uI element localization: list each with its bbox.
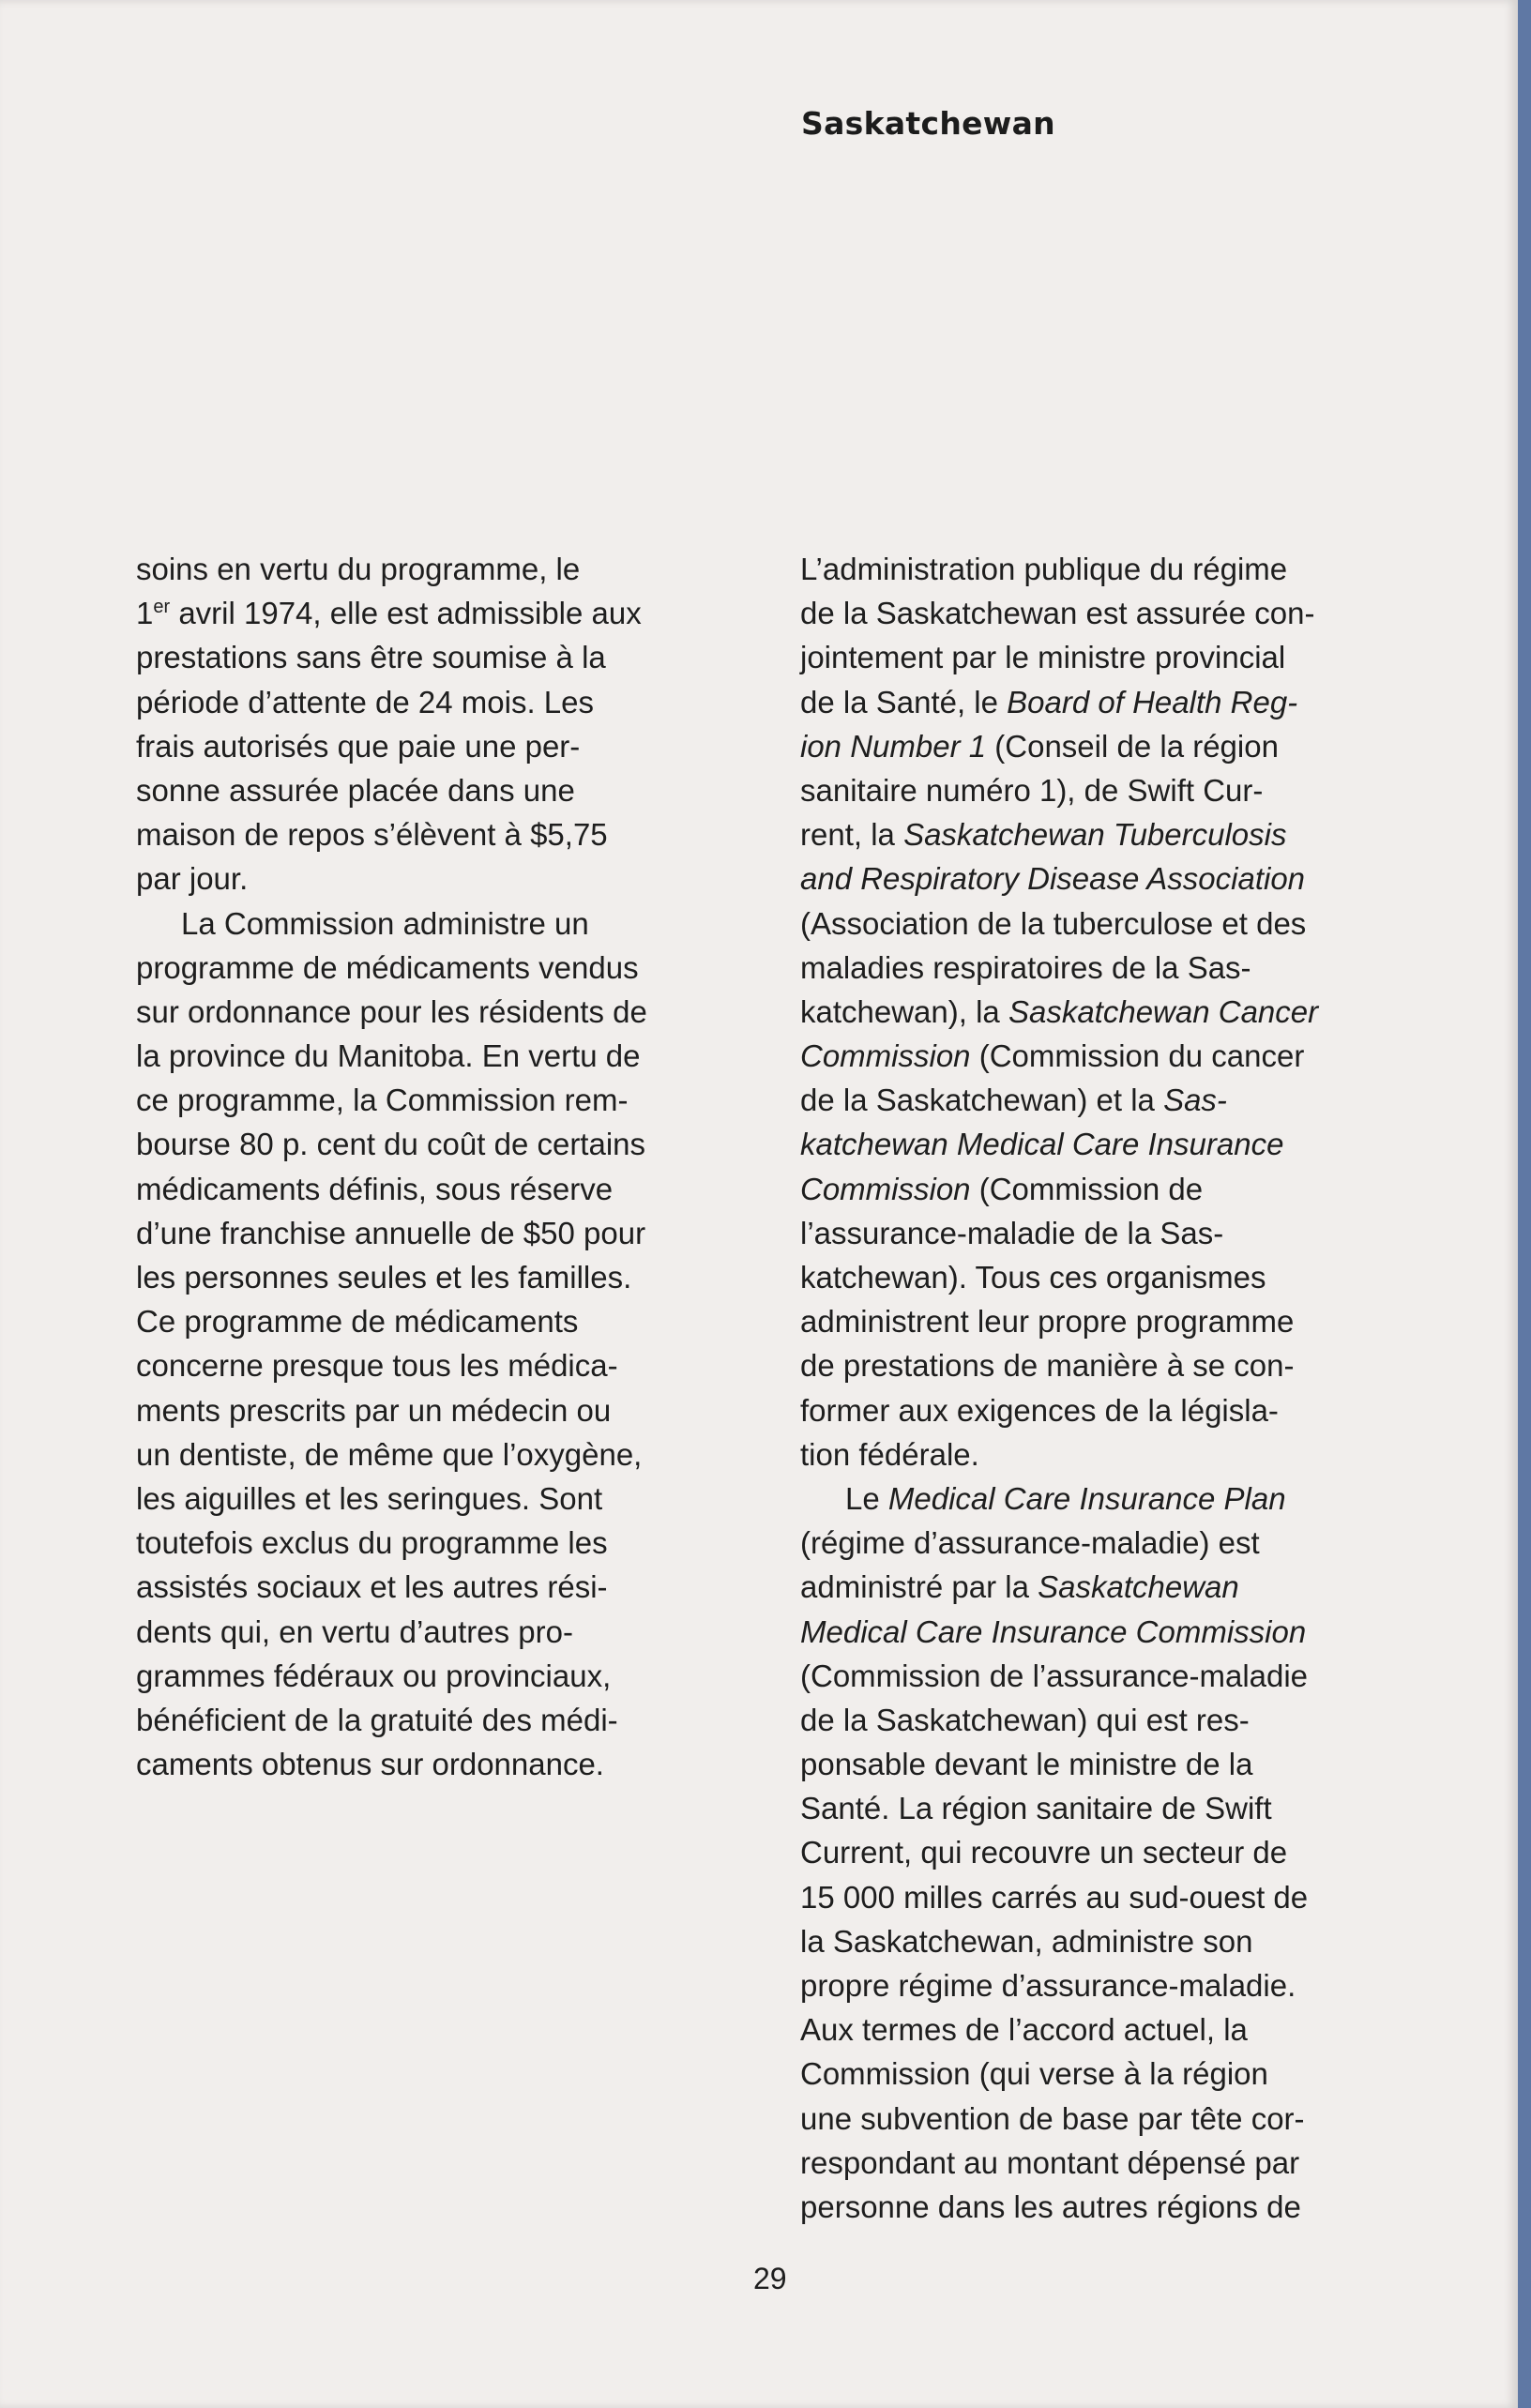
- left-text-column: [136, 547, 647, 1786]
- text-line: programme de médicaments vendus: [136, 949, 639, 985]
- text-line: maladies respiratoires de la Sas-: [800, 949, 1251, 985]
- text-line: de la Saskatchewan est assurée con-: [800, 596, 1315, 631]
- text-line: (Commission de l’assurance-maladie: [800, 1658, 1309, 1693]
- text-line: sanitaire numéro 1), de Swift Cur-: [800, 772, 1264, 808]
- text-line: sonne assurée placée dans une: [136, 772, 575, 808]
- text-line: propre régime d’assurance-maladie.: [800, 1968, 1296, 2003]
- text-line: la Saskatchewan, administre son: [800, 1923, 1253, 1959]
- text-line: de la Saskatchewan) qui est res-: [800, 1702, 1250, 1737]
- text-line: katchewan), la Saskatchewan Cancer: [800, 993, 1319, 1029]
- text-line: de la Santé, le Board of Health Reg-: [800, 684, 1298, 719]
- text-line: Current, qui recouvre un secteur de: [800, 1835, 1288, 1870]
- text-line: la province du Manitoba. En vertu de: [136, 1038, 641, 1074]
- text-line: respondant au montant dépensé par: [800, 2144, 1300, 2180]
- text-line: ponsable devant le ministre de la: [800, 1747, 1253, 1782]
- text-line: 15 000 milles carrés au sud-ouest de: [800, 1879, 1309, 1915]
- text-line: La Commission administre un: [181, 905, 589, 941]
- text-line: médicaments définis, sous réserve: [136, 1171, 614, 1206]
- text-line: Commission (Commission de: [800, 1171, 1204, 1206]
- text-line: les aiguilles et les seringues. Sont: [136, 1480, 603, 1516]
- text-line: période d’attente de 24 mois. Les: [136, 684, 594, 719]
- text-line: Medical Care Insurance Commission: [800, 1613, 1307, 1649]
- text-line: katchewan). Tous ces organismes: [800, 1260, 1266, 1295]
- text-line: grammes fédéraux ou provinciaux,: [136, 1658, 612, 1693]
- text-line: katchewan Medical Care Insurance: [800, 1127, 1284, 1162]
- text-line: ce programme, la Commission rem-: [136, 1083, 629, 1118]
- running-header: Saskatchewan: [801, 105, 1055, 142]
- text-line: administré par la Saskatchewan: [800, 1569, 1239, 1605]
- text-line: former aux exigences de la législa-: [800, 1392, 1279, 1428]
- text-line: sur ordonnance pour les résidents de: [136, 993, 647, 1029]
- text-line: L’administration publique du régime: [800, 552, 1288, 586]
- text-line: frais autorisés que paie une per-: [136, 728, 581, 764]
- text-line: (régime d’assurance-maladie) est: [800, 1525, 1260, 1561]
- text-line: caments obtenus sur ordonnance.: [136, 1747, 604, 1782]
- text-line: une subvention de base par tête cor-: [800, 2100, 1305, 2136]
- text-line: ion Number 1 (Conseil de la région: [800, 728, 1279, 764]
- text-line: bénéficient de la gratuité des médi-: [136, 1702, 618, 1737]
- text-line: Santé. La région sanitaire de Swift: [800, 1791, 1272, 1826]
- text-line: tion fédérale.: [800, 1436, 979, 1472]
- text-line: Commission (qui verse à la région: [800, 2056, 1268, 2092]
- text-line: soins en vertu du programme, le: [136, 552, 581, 586]
- text-line: Commission (Commission du cancer: [800, 1038, 1305, 1074]
- right-text-column: [800, 547, 1318, 2229]
- text-line: de la Saskatchewan) et la Sas-: [800, 1083, 1227, 1118]
- text-line: d’une franchise annuelle de $50 pour: [136, 1215, 646, 1250]
- text-line: (Association de la tuberculose et des: [800, 905, 1307, 941]
- text-line: 1er avril 1974, elle est admissible aux: [136, 596, 642, 631]
- text-line: toutefois exclus du programme les: [136, 1525, 608, 1561]
- text-line: and Respiratory Disease Association: [800, 861, 1306, 897]
- text-line: l’assurance-maladie de la Sas-: [800, 1215, 1224, 1250]
- text-line: administrent leur propre programme: [800, 1304, 1295, 1340]
- text-line: bourse 80 p. cent du coût de certains: [136, 1127, 646, 1162]
- text-line: prestations sans être soumise à la: [136, 640, 606, 675]
- text-line: ments prescrits par un médecin ou: [136, 1392, 612, 1428]
- text-line: jointement par le ministre provincial: [800, 640, 1286, 675]
- text-line: maison de repos s’élèvent à $5,75: [136, 817, 608, 853]
- text-line: assistés sociaux et les autres rési-: [136, 1569, 608, 1605]
- text-line: personne dans les autres régions de: [800, 2188, 1301, 2224]
- text-line: les personnes seules et les familles.: [136, 1260, 632, 1295]
- page-number: 29: [753, 2262, 787, 2295]
- text-line: par jour.: [136, 861, 249, 897]
- text-line: Le Medical Care Insurance Plan: [845, 1480, 1286, 1516]
- text-line: dents qui, en vertu d’autres pro-: [136, 1613, 573, 1649]
- text-line: Ce programme de médicaments: [136, 1304, 579, 1340]
- text-line: rent, la Saskatchewan Tuberculosis: [800, 817, 1287, 853]
- text-line: un dentiste, de même que l’oxygène,: [136, 1436, 643, 1472]
- text-line: Aux termes de l’accord actuel, la: [800, 2012, 1248, 2048]
- text-line: de prestations de manière à se con-: [800, 1348, 1295, 1384]
- text-line: concerne presque tous les médica-: [136, 1348, 618, 1384]
